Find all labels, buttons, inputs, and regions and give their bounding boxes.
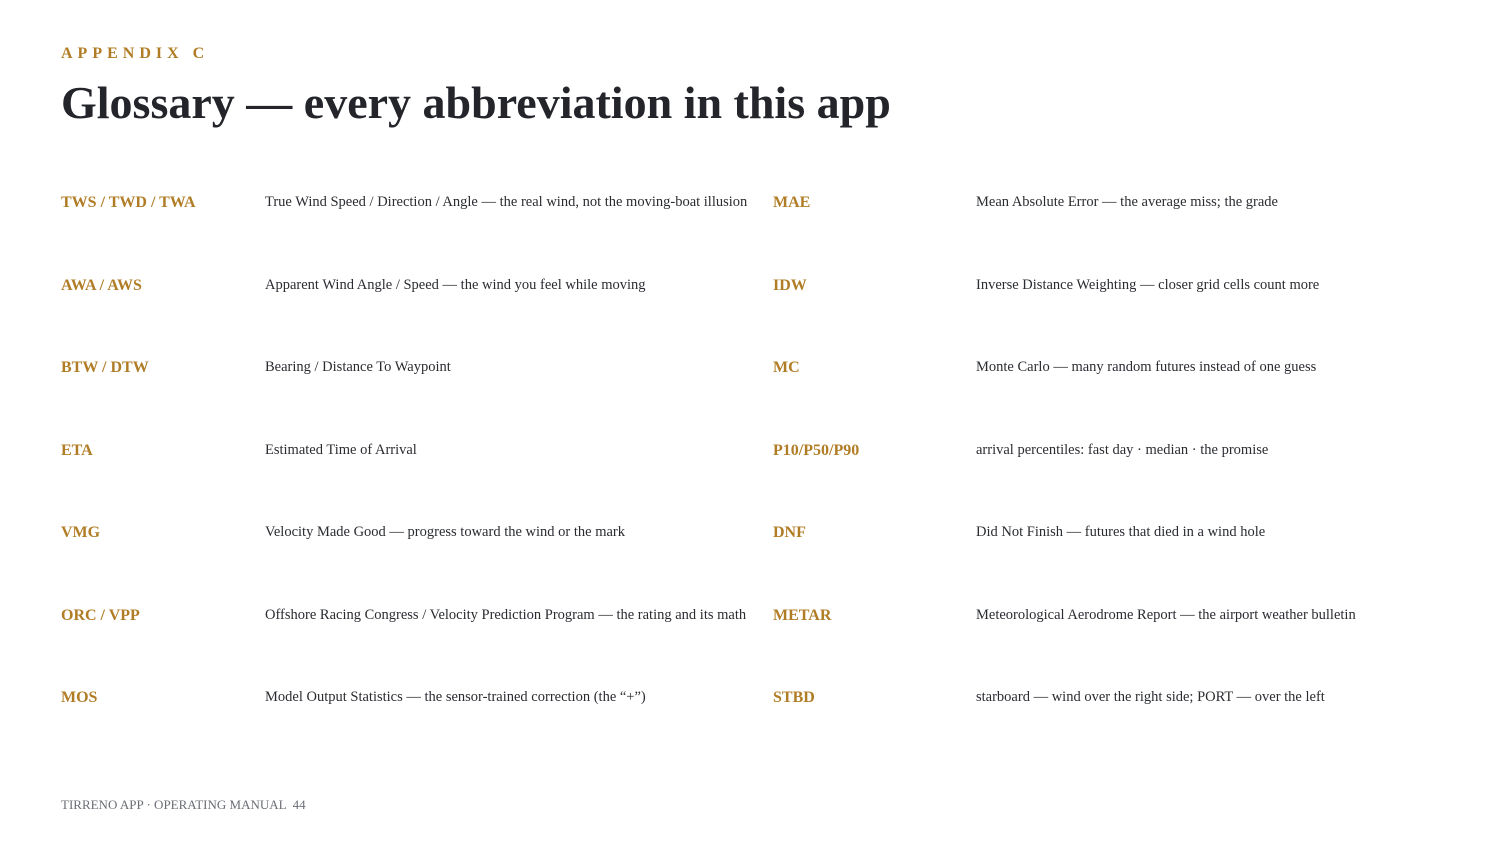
- glossary-definition: Offshore Racing Congress / Velocity Prediction Program — the rating and its math: [265, 606, 747, 623]
- page-footer: [61, 797, 306, 813]
- glossary-row: [61, 180, 761, 263]
- glossary-row: [773, 675, 1473, 758]
- glossary-row: [61, 675, 761, 758]
- glossary-row: [61, 263, 761, 346]
- glossary-term: METAR: [773, 606, 832, 624]
- glossary-definition: Bearing / Distance To Waypoint: [265, 359, 451, 375]
- page-title: Glossary — every abbreviation in this app: [61, 77, 891, 128]
- glossary-row: [61, 510, 761, 593]
- glossary-definition: Monte Carlo — many random futures instead of one guess: [976, 359, 1317, 375]
- glossary-row: [61, 593, 761, 676]
- glossary-row: [61, 345, 761, 428]
- glossary-term: MAE: [773, 194, 811, 211]
- glossary-row: [773, 180, 1473, 263]
- glossary-definition: Velocity Made Good — progress toward the wind or the mark: [265, 524, 626, 540]
- glossary-term: ORC / VPP: [61, 606, 140, 624]
- glossary-definition: Apparent Wind Angle / Speed — the wind you feel while moving: [265, 276, 646, 293]
- glossary-definition: arrival percentiles: fast day · median · the promise: [976, 441, 1269, 458]
- glossary-row: [773, 428, 1473, 511]
- glossary-term: MC: [773, 359, 800, 376]
- glossary-definition: Mean Absolute Error — the average miss; the grade: [976, 194, 1278, 210]
- page-number: 44: [292, 797, 306, 812]
- glossary-term: DNF: [773, 524, 806, 541]
- glossary-term: BTW / DTW: [61, 359, 149, 376]
- glossary-term: VMG: [61, 524, 101, 541]
- glossary-term: ETA: [61, 441, 93, 459]
- page-eyebrow: APPENDIX C: [61, 45, 210, 62]
- glossary-left-column: [61, 180, 761, 758]
- footer-label: TIRRENO APP · OPERATING MANUAL: [61, 797, 287, 812]
- glossary-definition: Model Output Statistics — the sensor-trained correction (the “+”): [265, 689, 646, 705]
- glossary-definition: Inverse Distance Weighting — closer grid cells count more: [976, 276, 1320, 293]
- glossary-right-column: [773, 180, 1473, 758]
- glossary-term: AWA / AWS: [61, 276, 142, 294]
- glossary-definition: Did Not Finish — futures that died in a wind hole: [976, 524, 1266, 540]
- glossary-row: [773, 345, 1473, 428]
- glossary-term: MOS: [61, 689, 98, 706]
- glossary-term: TWS / TWD / TWA: [61, 194, 196, 211]
- glossary-row: [773, 593, 1473, 676]
- glossary-term: IDW: [773, 276, 807, 294]
- glossary-definition: starboard — wind over the right side; PORT — over the left: [976, 689, 1325, 705]
- glossary-row: [773, 510, 1473, 593]
- glossary-definition: Estimated Time of Arrival: [265, 441, 417, 458]
- glossary-definition: Meteorological Aerodrome Report — the airport weather bulletin: [976, 606, 1356, 623]
- glossary-term: STBD: [773, 689, 815, 706]
- glossary-row: [61, 428, 761, 511]
- glossary-definition: True Wind Speed / Direction / Angle — the real wind, not the moving-boat illusion: [265, 194, 748, 210]
- glossary-row: [773, 263, 1473, 346]
- glossary-term: P10/P50/P90: [773, 441, 860, 459]
